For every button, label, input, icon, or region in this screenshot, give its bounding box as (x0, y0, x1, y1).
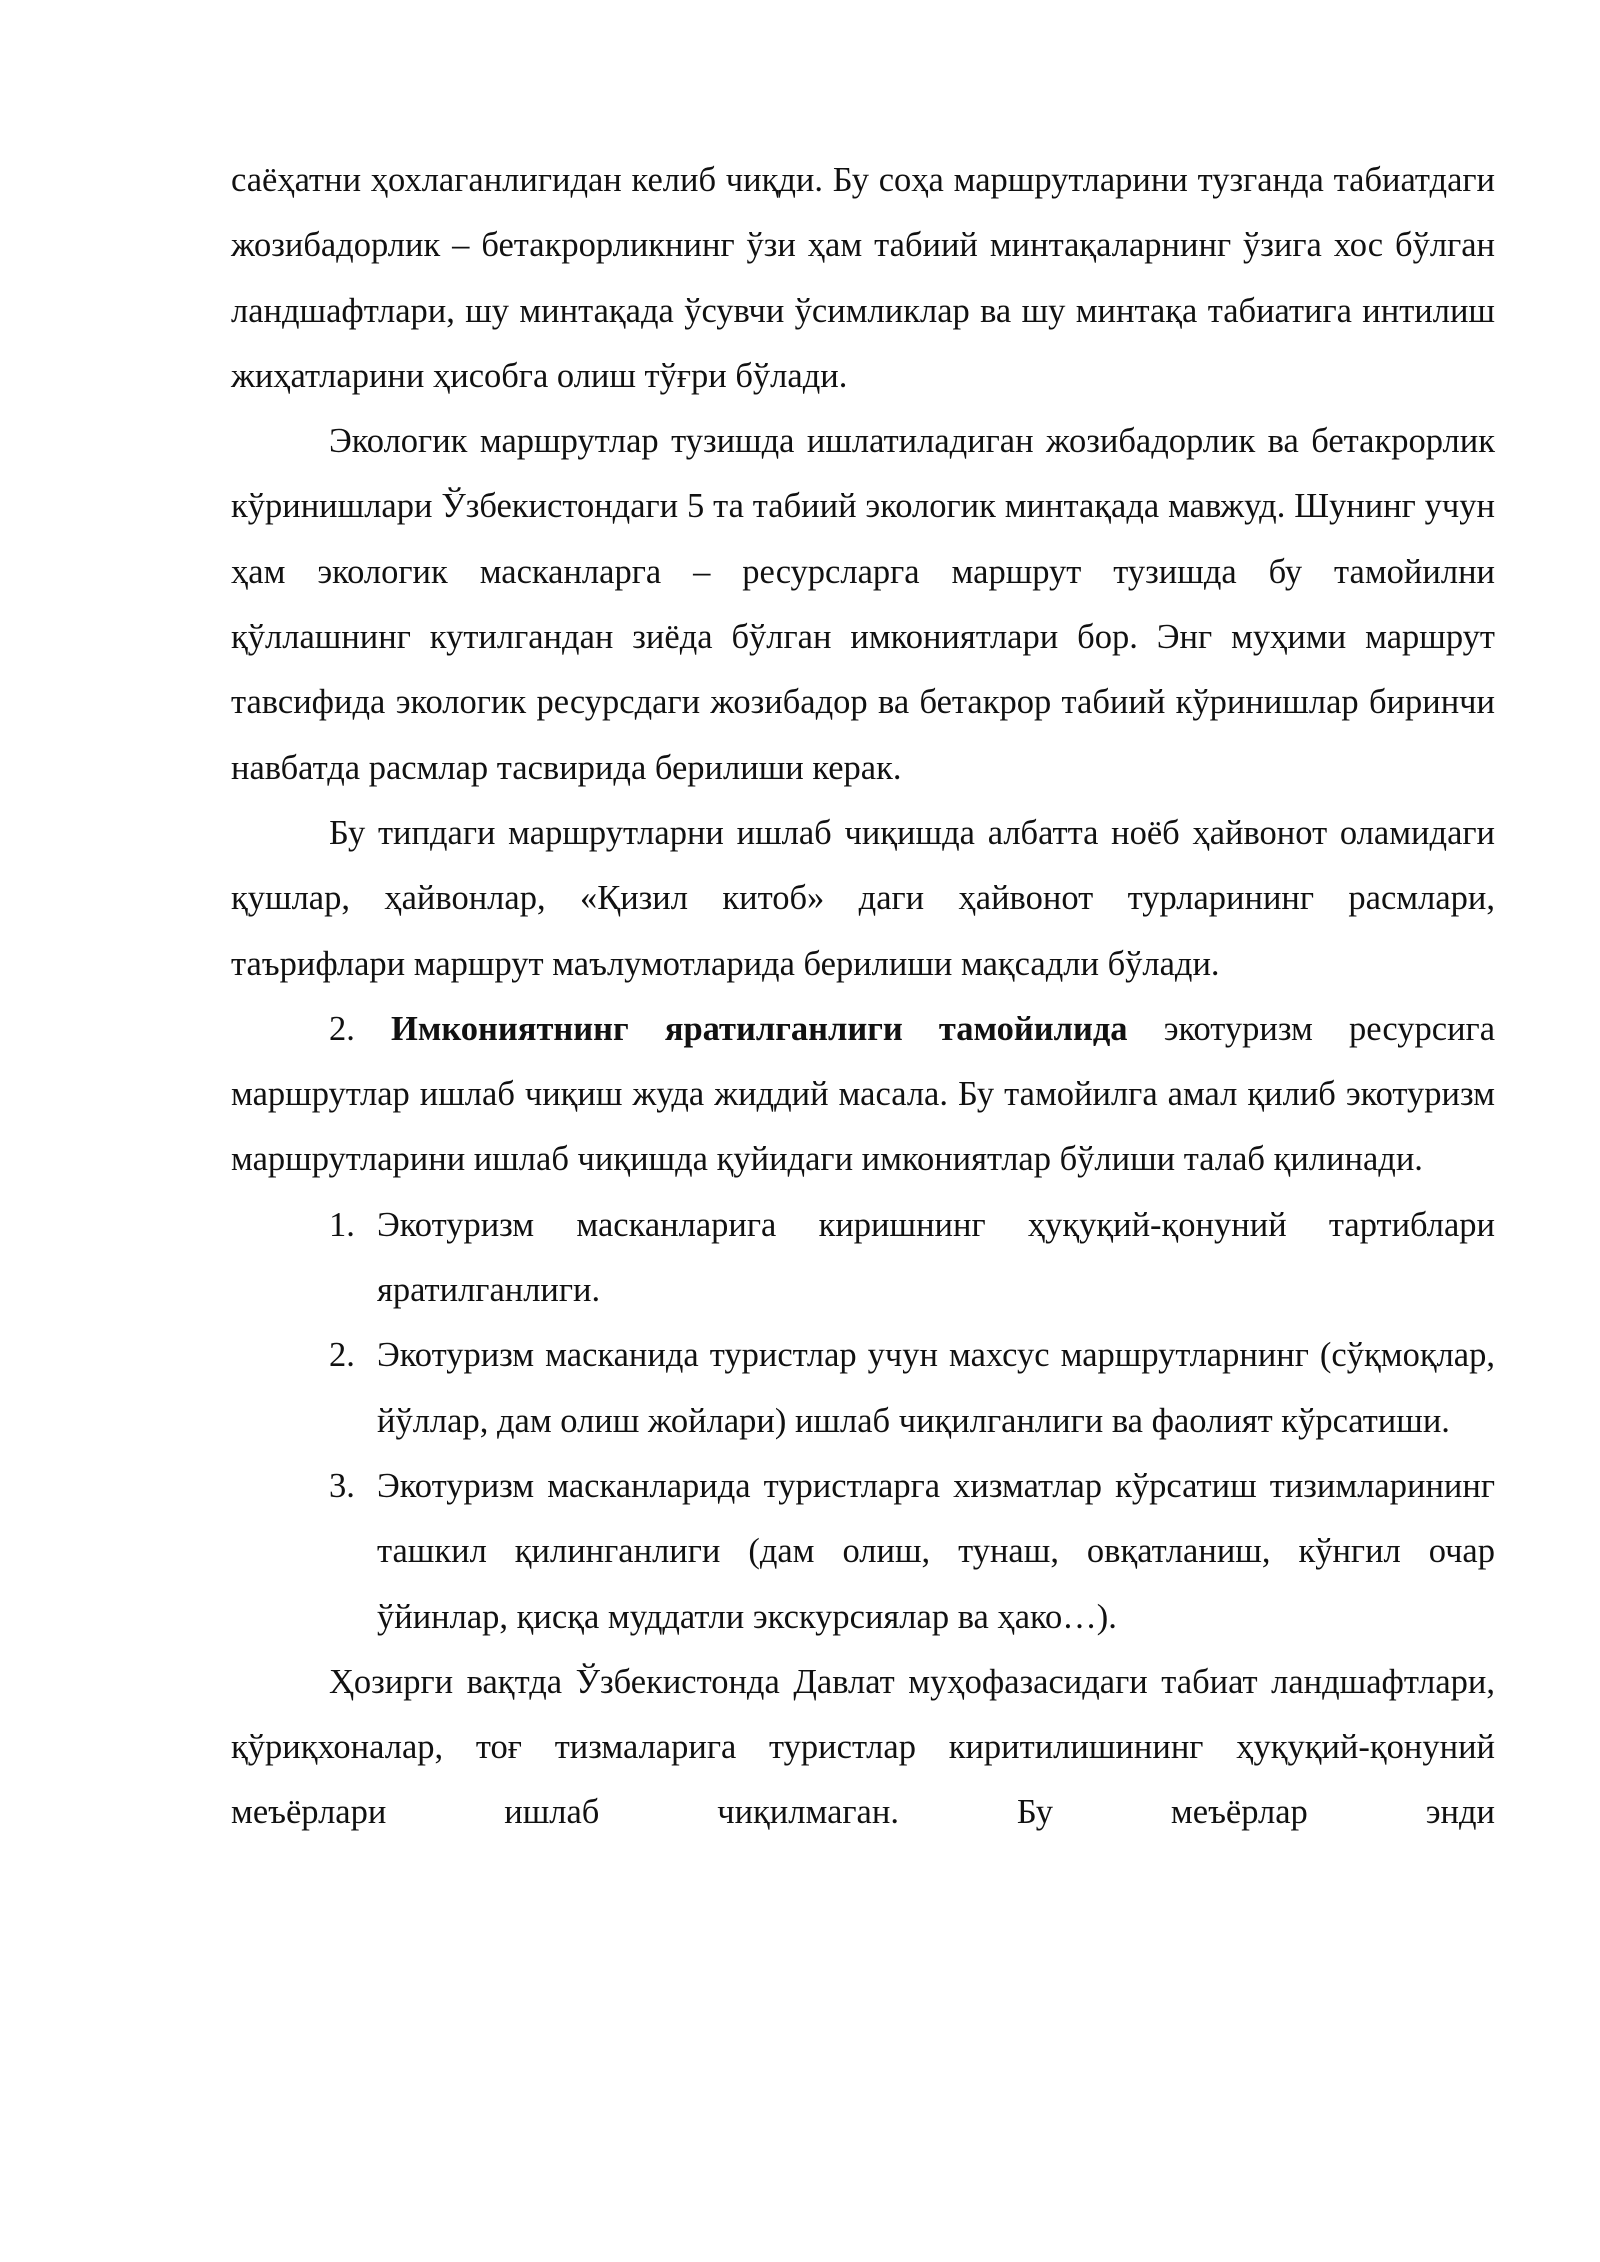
paragraph-opportunity-principle (231, 997, 1495, 1193)
principle-text: экотуризм ресурсига маршрутлар ишлаб чиқиш жуда жиддий масала. Бу тамойилга амал қилиб экотуризм маршрутларини ишлаб чиқишда қуйидаги имкониятлар бўлиши талаб қилинади. (231, 1009, 1496, 1179)
list-item-text: Экотуризм масканларида туристларга хизматлар кўрсатиш тизимларининг ташкил қилинганлиги (дам олиш, тунаш, овқатланиш, кўнгил очар ўйинлар, қисқа муддатли экскурсиялар ва ҳако…). (377, 1466, 1495, 1636)
principle-number: 2. (329, 1009, 355, 1048)
requirements-list (231, 1193, 1495, 1650)
list-item-number: 2. (329, 1336, 355, 1375)
document-page (231, 148, 1495, 1846)
paragraph-continuation: саёҳатни ҳохлаганлигидан келиб чиқди. Бу соҳа маршрутларини тузганда табиатдаги жозибадорлик – бетакрорликнинг ўзи ҳам табиий минтақаларнинг ўзига хос бўлган ландшафтлари, шу минтақада ўсувчи ўсимликлар ва шу минтақа табиатига интилиш жиҳатларини ҳисобга олиш тўғри бўлади. (231, 161, 1495, 395)
list-item (231, 1323, 1495, 1454)
paragraph-route-types: Бу типдаги маршрутларни ишлаб чиқишда албатта ноёб ҳайвонот оламидаги қушлар, ҳайвонлар, «Қизил китоб» даги ҳайвонот турларининг расмлари, таърифлари маршрут маълумотларида берилиши мақсадли бўлади. (231, 813, 1495, 983)
paragraph-current-situation: Ҳозирги вақтда Ўзбекистонда Давлат муҳофазасидаги табиат ландшафтлари, қўриқхоналар, тоғ тизмаларига туристлар киритилишининг ҳуқуқий-қонуний меъёрлари ишлаб чиқилмаган. Бу меъёрлар энди (231, 1662, 1495, 1832)
paragraph-ecological-routes: Экологик маршрутлар тузишда ишлатиладиган жозибадорлик ва бетакрорлик кўринишлари Ўзбекистондаги 5 та табиий экологик минтақада мавжуд. Шунинг учун ҳам экологик масканларга – ресурсларга маршрут тузишда бу тамойилни қўллашнинг кутилгандан зиёда бўлган имкониятлари бор. Энг муҳими маршрут тавсифида экологик ресурсдаги жозибадор ва бетакрор табиий кўринишлар биринчи навбатда расмлар тасвирида берилиши керак. (231, 422, 1495, 787)
principle-title: Имкониятнинг яратилганлиги тамойилида (391, 1009, 1128, 1048)
list-item-text: Экотуризм масканида туристлар учун махсус маршрутларнинг (сўқмоқлар, йўллар, дам олиш жойлари) ишлаб чиқилганлиги ва фаолият кўрсатиши. (377, 1336, 1495, 1440)
list-item-number: 3. (329, 1466, 355, 1505)
list-item (231, 1193, 1495, 1324)
list-item (231, 1454, 1495, 1650)
list-item-text: Экотуризм масканларига киришнинг ҳуқуқий-қонуний тартиблари яратилганлиги. (377, 1205, 1495, 1310)
list-item-number: 1. (329, 1205, 355, 1244)
